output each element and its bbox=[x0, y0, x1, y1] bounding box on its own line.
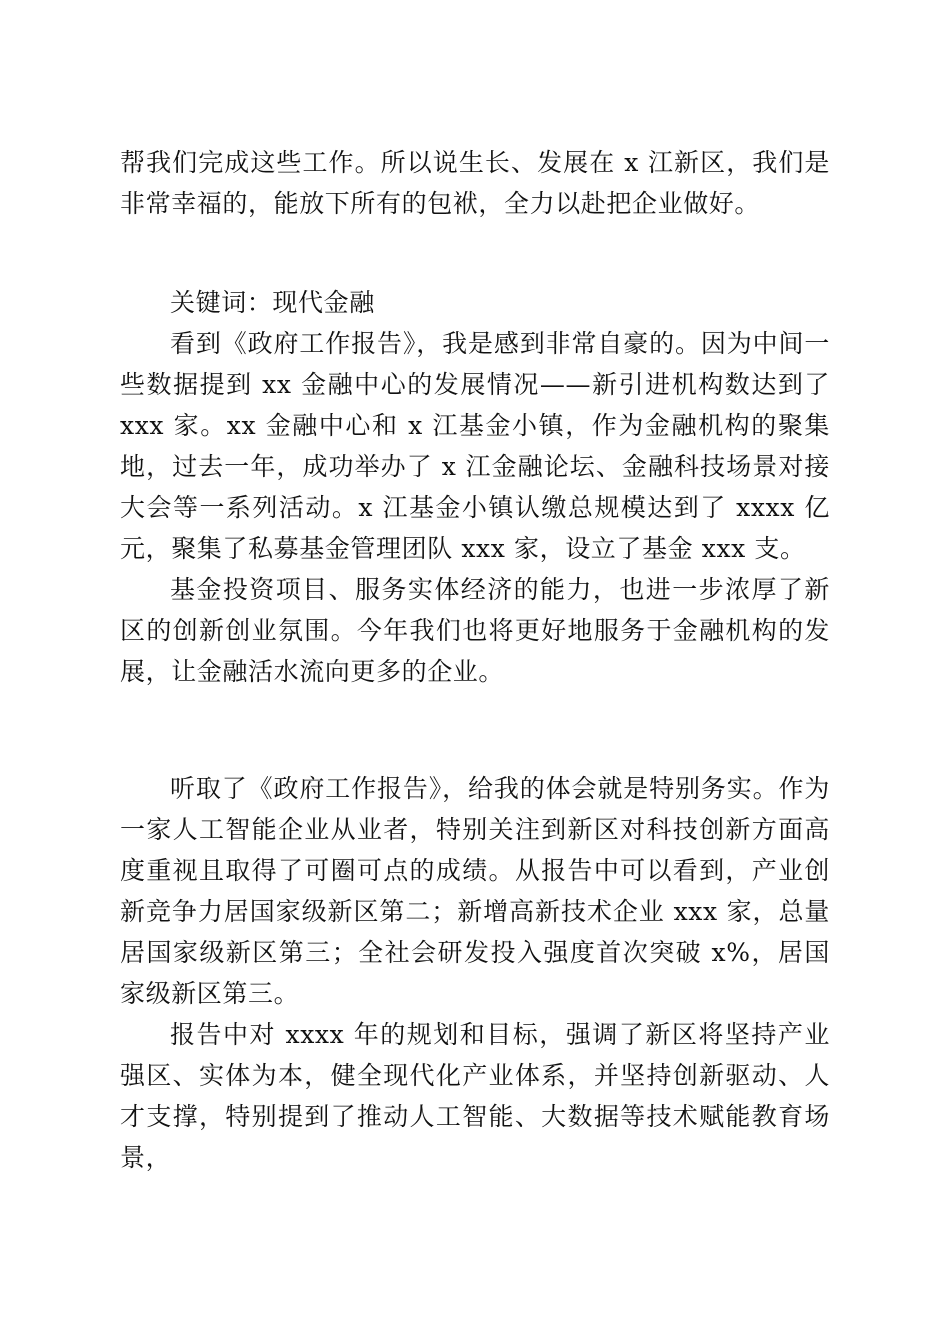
paragraph-block-3 bbox=[120, 768, 830, 1178]
paragraph-block-1 bbox=[120, 142, 830, 224]
paragraph: 基金投资项目、服务实体经济的能力，也进一步浓厚了新区的创新创业氛围。今年我们也将更好地服务于金融机构的发展，让金融活水流向更多的企业。 bbox=[120, 575, 830, 686]
paragraph: 听取了《政府工作报告》，给我的体会就是特别务实。作为一家人工智能企业从业者，特别关注到新区对科技创新方面高度重视且取得了可圈可点的成绩。从报告中可以看到，产业创新竞争力居国家级新区第二；新增高新技术企业 xxx 家，总量居国家级新区第三；全社会研发投入强度首次突破 x%，居国家级新区第三。 bbox=[120, 774, 830, 1008]
paragraph: 帮我们完成这些工作。所以说生长、发展在 x 江新区，我们是非常幸福的，能放下所有的包袱，全力以赴把企业做好。 bbox=[120, 148, 830, 218]
paragraph: 看到《政府工作报告》，我是感到非常自豪的。因为中间一些数据提到 xx 金融中心的发展情况——新引进机构数达到了 xxx 家。xx 金融中心和 x 江基金小镇，作为金融机构的聚集地，过去一年，成功举办了 x 江金融论坛、金融科技场景对接大会等一系列活动。x 江基金小镇认缴总规模达到了 xxxx 亿元，聚集了私募基金管理团队 xxx 家，设立了基金 xxx 支。 bbox=[120, 329, 830, 563]
paragraph: 报告中对 xxxx 年的规划和目标，强调了新区将坚持产业强区、实体为本，健全现代化产业体系，并坚持创新驱动、人才支撑，特别提到了推动人工智能、大数据等技术赋能教育场景， bbox=[120, 1020, 830, 1172]
paragraph-block-2 bbox=[120, 282, 830, 692]
keyword-line: 关键词：现代金融 bbox=[170, 288, 375, 317]
